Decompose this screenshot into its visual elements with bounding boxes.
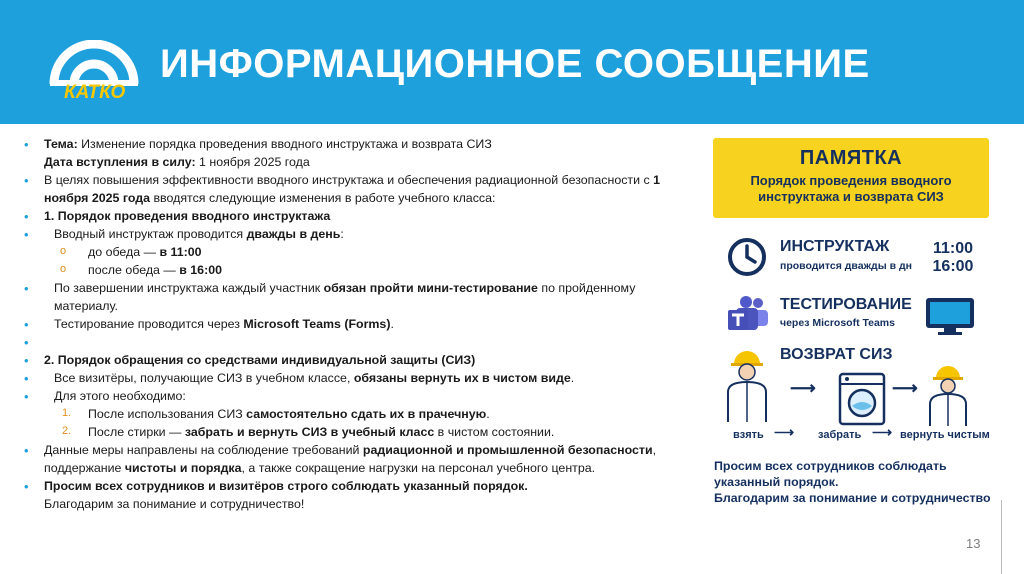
arrow-right-icon: ⟶	[892, 378, 918, 398]
bullet-icon: •	[24, 478, 29, 494]
list-item	[24, 478, 684, 514]
list-item	[24, 388, 684, 406]
final-request: Просим всех сотрудников и визитёров строго соблюдать указанный порядок.	[44, 478, 528, 493]
memo-note-line: указанный порядок.	[714, 475, 839, 490]
step-number: 1.	[62, 406, 72, 419]
list-item	[24, 208, 684, 226]
teams-text: Тестирование проводится через	[54, 316, 244, 331]
memo-note-line: Просим всех сотрудников соблюдать	[714, 459, 947, 473]
step-1-text: После использования СИЗ	[88, 406, 247, 421]
bullet-icon: •	[24, 388, 29, 404]
bullet-icon: •	[24, 208, 29, 224]
time-slot: 16:00	[932, 257, 974, 275]
bullet-icon: •	[24, 442, 29, 458]
memo-header	[713, 138, 989, 218]
schedule-colon: :	[340, 226, 344, 241]
before-lunch-time: в 11:00	[159, 244, 202, 259]
return-title: ВОЗВРАТ СИЗ	[780, 346, 893, 363]
step-number: 2.	[62, 424, 72, 437]
bullet-icon: •	[24, 334, 29, 350]
measures-text-end: , а также сокращение нагрузки на персонал учебного центра.	[241, 460, 596, 475]
list-item	[24, 136, 684, 172]
circle-bullet-icon: o	[60, 244, 67, 257]
list-item	[24, 244, 684, 262]
list-item	[24, 424, 684, 442]
test-text-end: по пройденному материалу.	[54, 280, 636, 313]
list-item	[24, 406, 684, 424]
step-1-period: .	[486, 406, 490, 421]
before-lunch-text: до обеда —	[88, 244, 160, 259]
bullet-icon: •	[24, 172, 29, 188]
intro-date: 1 ноября 2025 года	[44, 172, 660, 205]
monitor-icon	[924, 296, 976, 336]
bullet-icon: •	[24, 370, 29, 386]
memo-subtitle	[713, 173, 989, 206]
page-title: ИНФОРМАЦИОННОЕ СООБЩЕНИЕ	[160, 42, 870, 86]
bullet-icon: •	[24, 226, 29, 242]
memo-subtitle-line: Порядок проведения вводного	[750, 173, 952, 188]
time-slot: 11:00	[932, 240, 974, 257]
worker-helmet-icon	[720, 348, 774, 424]
page-number: 13	[966, 536, 981, 551]
step-1-emphasis: самостоятельно сдать их в прачечную	[246, 406, 487, 421]
list-item	[24, 172, 684, 208]
divider	[1001, 500, 1002, 574]
topic-text: Изменение порядка проведения вводного инструктажа и возврата СИЗ	[77, 137, 492, 151]
bullet-icon: •	[24, 352, 29, 368]
arrow-right-icon: ⟶	[774, 424, 795, 440]
clock-icon	[726, 236, 768, 278]
memo-subtitle-line: инструктажа и возврата СИЗ	[758, 189, 944, 205]
after-lunch-text: после обеда —	[88, 262, 180, 277]
step-2-text-end: в чистом состоянии.	[434, 424, 555, 439]
measures-emphasis: радиационной и промышленной безопасности	[362, 442, 653, 457]
teams-emphasis: Microsoft Teams (Forms)	[243, 316, 391, 331]
step-2-text: После стирки —	[88, 424, 185, 439]
date-text: 1 ноября 2025 года	[195, 154, 310, 169]
bullet-icon: •	[24, 280, 29, 296]
list-item	[24, 262, 684, 280]
memo-note-line: Благодарим за понимание и сотрудничество	[714, 491, 991, 506]
circle-bullet-icon: o	[60, 262, 67, 275]
message-body	[24, 136, 684, 514]
test-text: По завершении инструктажа каждый участник	[54, 280, 324, 295]
flow-take-label: взять	[733, 429, 764, 441]
need-text: Для этого необходимо:	[54, 388, 186, 403]
flow-return-label: вернуть чистым	[900, 429, 990, 441]
logo-wordmark: КАТКО	[64, 82, 126, 103]
intro-text-end: вводятся следующие изменения в работе учебного класса:	[150, 190, 496, 205]
teams-icon	[726, 296, 770, 334]
measures-emphasis: чистоты и порядка	[124, 460, 242, 475]
bullet-icon: •	[24, 137, 29, 152]
testing-subtitle: через Microsoft Teams	[780, 317, 895, 329]
after-lunch-time: в 16:00	[179, 262, 222, 277]
schedule-emphasis: дважды в день	[246, 226, 341, 241]
list-item	[24, 370, 684, 388]
measures-text: , поддержание	[44, 442, 657, 475]
instruction-subtitle: проводится дважды в дн	[780, 260, 912, 272]
flow-pick-label: забрать	[818, 429, 862, 441]
testing-title: ТЕСТИРОВАНИЕ	[780, 296, 912, 313]
visitors-text: Все визитёры, получающие СИЗ в учебном классе,	[54, 370, 354, 385]
final-thanks: Благодарим за понимание и сотрудничество!	[44, 496, 305, 511]
section-1-title: 1. Порядок проведения вводного инструктажа	[44, 208, 331, 223]
test-emphasis: обязан пройти мини-тестирование	[323, 280, 538, 295]
topic-label: Тема:	[44, 137, 78, 151]
schedule-text: Вводный инструктаж проводится	[54, 226, 247, 241]
list-item	[24, 352, 684, 370]
section-2-title: 2. Порядок обращения со средствами индивидуальной защиты (СИЗ)	[44, 352, 476, 367]
worker-clean-icon	[920, 366, 976, 428]
list-item	[24, 280, 684, 316]
measures-text: Данные меры направлены на соблюдение требований	[44, 442, 363, 457]
arrow-right-icon: ⟶	[872, 424, 893, 440]
intro-text: В целях повышения эффективности вводного инструктажа и обеспечения радиационной безопасности с	[44, 172, 654, 187]
instruction-times	[928, 240, 978, 275]
memo-title: ПАМЯТКА	[799, 147, 903, 169]
visitors-emphasis: обязаны вернуть их в чистом виде	[353, 370, 571, 385]
teams-period: .	[390, 316, 394, 331]
list-item	[24, 334, 684, 352]
list-item	[24, 316, 684, 334]
visitors-period: .	[570, 370, 575, 385]
list-item	[24, 226, 684, 244]
list-item	[24, 442, 684, 478]
step-2-emphasis: забрать и вернуть СИЗ в учебный класс	[184, 424, 435, 439]
washing-machine-icon	[838, 372, 886, 426]
date-label: Дата вступления в силу:	[44, 154, 196, 169]
bullet-icon: •	[24, 316, 29, 332]
instruction-title: ИНСТРУКТАЖ	[780, 238, 890, 255]
memo-footnote	[714, 458, 1004, 506]
arrow-right-icon: ⟶	[790, 378, 816, 398]
